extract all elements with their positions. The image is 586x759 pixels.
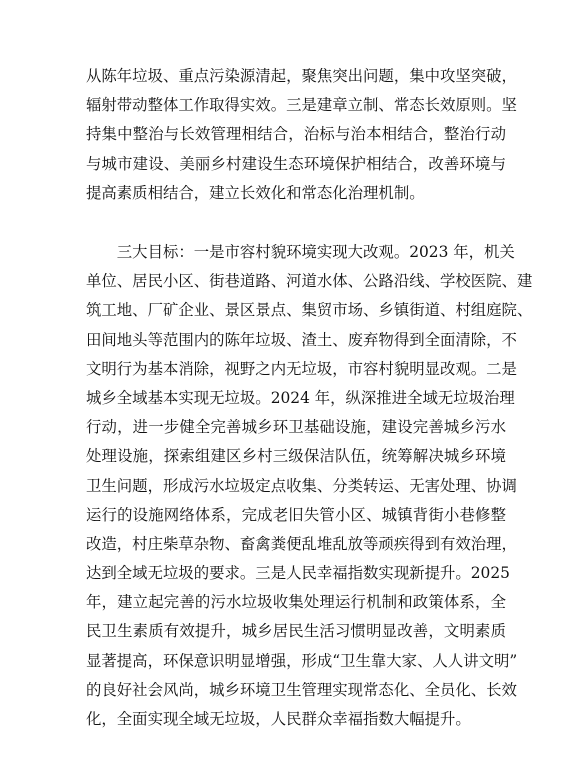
text-line: 达到全域无垃圾的要求。三是人民幸福指数实现新提升。2025 [86,564,510,583]
text-line: 提高素质相结合，建立长效化和常态化治理机制。 [86,183,425,202]
text-line: 田间地头等范围内的陈年垃圾、渣土、废弃物得到全面清除，不 [86,330,517,349]
text-line: 从陈年垃圾、重点污染源清起，聚焦突出问题，集中攻坚突破， [86,67,517,85]
paragraph-three-goals [86,238,533,734]
text-line: 卫生问题，形成污水垃圾定点收集、分类转运、无害处理、协调 [86,476,517,495]
text-line: 城乡全域基本实现无垃圾。2024 年，纵深推进全域无垃圾治理 [86,388,515,407]
text-line: 筑工地、厂矿企业、景区景点、集贸市场、乡镇街道、村组庭院、 [86,301,533,320]
text-line: 持集中整治与长效管理相结合，治标与治本相结合，整治行动 [86,125,506,144]
text-line: 三大目标：一是市容村貌环境实现大改观。2023 年，机关 [86,243,515,261]
paragraph-principle-continuation [86,62,517,208]
text-line: 运行的设施网络体系，完成老旧失管小区、城镇背街小巷修整 [86,505,506,524]
text-line: 文明行为基本消除，视野之内无垃圾，市容村貌明显改观。二是 [86,359,517,378]
text-line: 改造，村庄柴草杂物、畜禽粪便乱堆乱放等顽疾得到有效治理， [86,534,517,553]
text-line: 的良好社会风尚，城乡环境卫生管理实现常态化、全员化、长效 [86,680,517,699]
text-line: 年，建立起完善的污水垃圾收集处理运行机制和政策体系，全 [86,593,506,612]
text-line: 单位、居民小区、街巷道路、河道水体、公路沿线、学校医院、建 [86,272,533,291]
text-line: 民卫生素质有效提升，城乡居民生活习惯明显改善，文明素质 [86,622,506,641]
text-line: 处理设施，探索组建区乡村三级保洁队伍，统筹解决城乡环境 [86,447,506,466]
text-line: 显著提高，环保意识明显增强，形成“卫生靠大家、人人讲文明” [86,651,518,670]
text-line: 与城市建设、美丽乡村建设生态环境保护相结合，改善环境与 [86,154,506,173]
text-line: 化，全面实现全域无垃圾，人民群众幸福指数大幅提升。 [86,710,471,728]
text-line: 辐射带动整体工作取得实效。三是建章立制、常态长效原则。坚 [86,96,517,115]
text-line: 行动，进一步健全完善城乡环卫基础设施，建设完善城乡污水 [86,418,506,437]
